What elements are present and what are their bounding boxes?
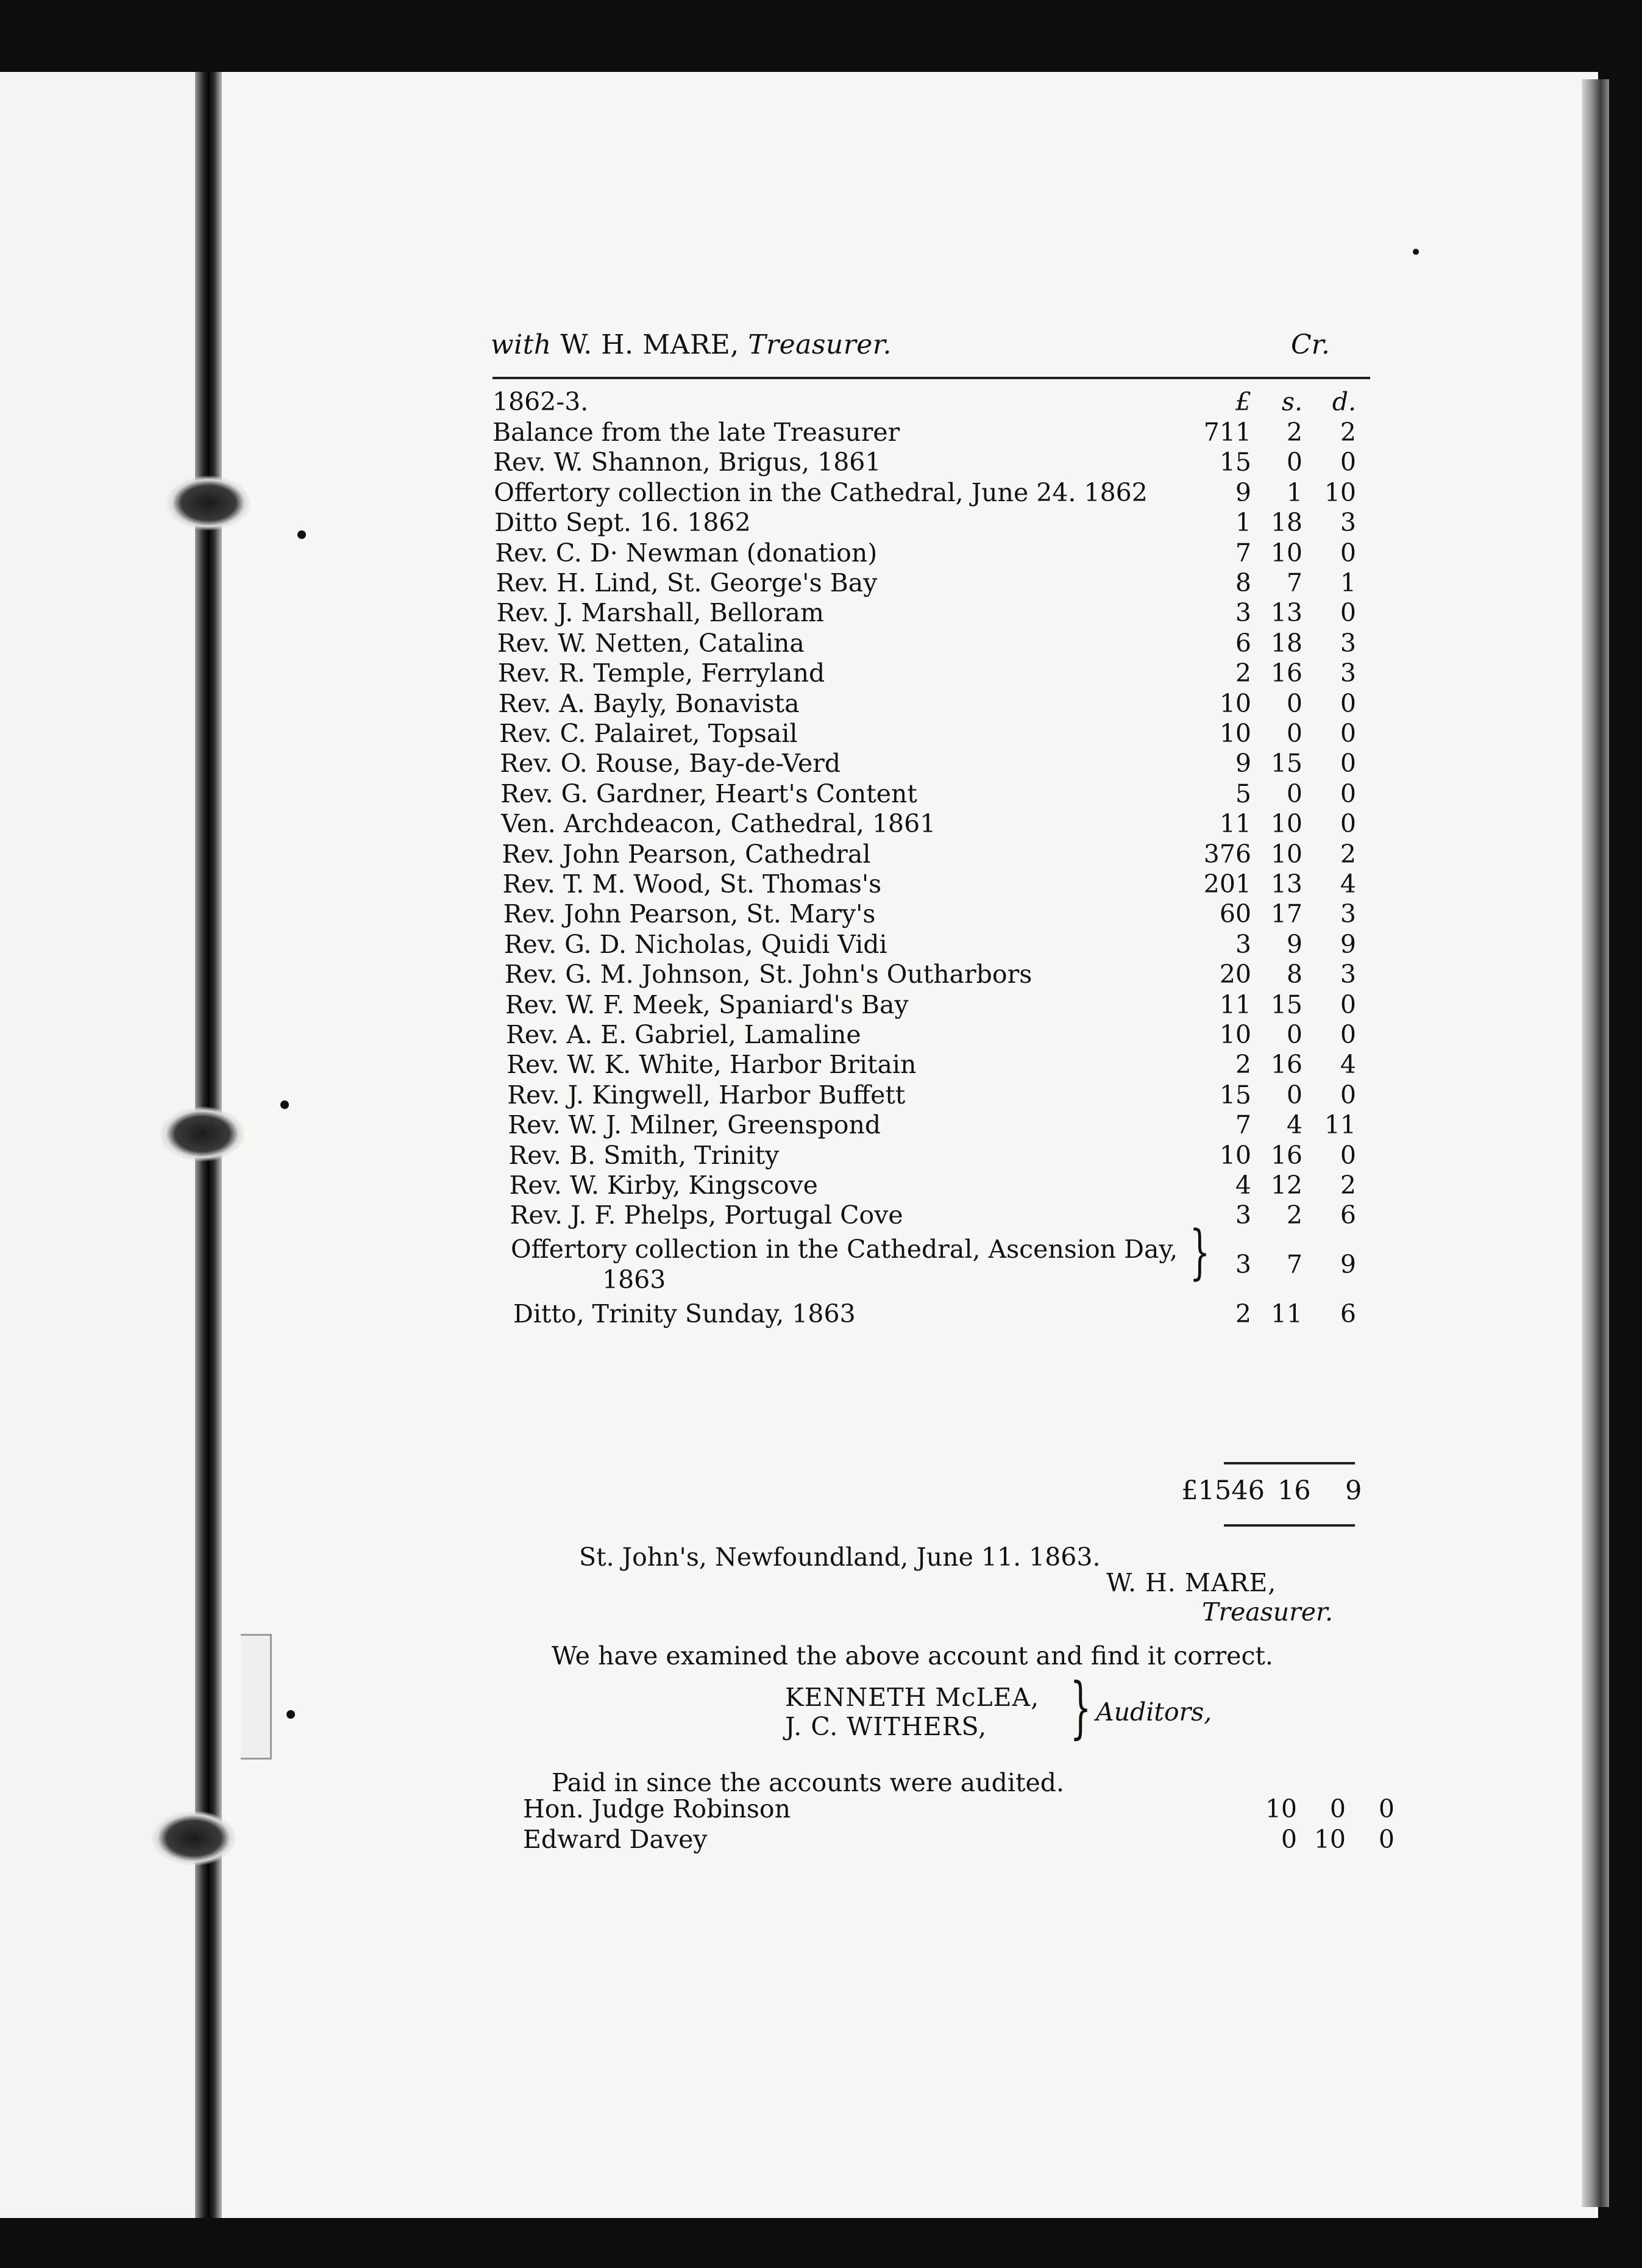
ledger-row-trinity — [492, 1299, 1370, 1329]
entry-pence: 0 — [1340, 779, 1356, 808]
entry-shillings: 0 — [1329, 1794, 1346, 1824]
binding-thread-knot — [160, 1107, 245, 1161]
entry-shillings: 17 — [1270, 899, 1303, 929]
entry-description: Rev. J. Marshall, Belloram — [496, 598, 824, 627]
shillings-header: s. — [1281, 387, 1303, 416]
credit-side-label: Cr. — [1291, 329, 1330, 360]
entry-pence: 0 — [1340, 1080, 1356, 1110]
late-payments-heading: Paid in since the accounts were audited. — [552, 1768, 1065, 1797]
ledger-row — [492, 1080, 1370, 1110]
entry-pence: 3 — [1340, 899, 1356, 929]
ledger-row — [492, 929, 1370, 960]
entry-pounds: 10 — [1219, 1020, 1251, 1049]
entry-pounds: 6 — [1235, 629, 1251, 658]
brace-symbol: } — [1189, 1218, 1210, 1286]
entry-pounds: 7 — [1235, 1110, 1251, 1139]
entry-description: Rev. C. Palairet, Topsail — [499, 719, 798, 748]
entry-description: Rev. John Pearson, St. Mary's — [503, 899, 876, 929]
total-rule-top — [1224, 1462, 1355, 1464]
auditor-name: J. C. WITHERS, — [785, 1712, 987, 1741]
entry-pence: 9 — [1340, 930, 1356, 959]
ink-speck — [297, 530, 306, 539]
ledger-row — [492, 869, 1370, 899]
entry-description: Ditto, Trinity Sunday, 1863 — [513, 1299, 856, 1328]
entry-pounds: 3 — [1235, 598, 1251, 627]
entry-shillings: 0 — [1286, 779, 1303, 808]
entry-description: Rev. W. Shannon, Brigus, 1861 — [493, 448, 881, 477]
ledger-row — [492, 538, 1370, 568]
ledger-row — [492, 658, 1370, 688]
entry-shillings: 0 — [1286, 448, 1303, 477]
column-header-row — [492, 387, 1370, 417]
treasurer-signature-name: W. H. MARE, — [1106, 1568, 1277, 1597]
total-pence: 9 — [1345, 1475, 1362, 1506]
ledger-row — [492, 899, 1370, 929]
entry-pounds: 201 — [1203, 869, 1251, 899]
entry-pounds: 10 — [1219, 1141, 1251, 1170]
entry-pence: 2 — [1340, 418, 1356, 447]
entry-pence: 0 — [1340, 1141, 1356, 1170]
entry-pence: 0 — [1378, 1794, 1395, 1824]
entry-description: Offertory collection in the Cathedral, June 24. 1862 — [494, 478, 1148, 507]
entry-pounds: 0 — [1281, 1825, 1297, 1854]
pence-header: d. — [1332, 387, 1356, 416]
entry-pence: 0 — [1340, 990, 1356, 1019]
ledger-row — [492, 628, 1370, 658]
late-payment-row — [523, 1794, 1395, 1824]
entry-pence: 3 — [1340, 629, 1356, 658]
pounds-header: £ — [1235, 387, 1251, 416]
entry-shillings: 0 — [1286, 689, 1303, 718]
ledger-row — [492, 1019, 1370, 1050]
entry-pounds: 3 — [1235, 1200, 1251, 1230]
ledger-row-ascension — [492, 1218, 1370, 1295]
entry-pounds: 10 — [1265, 1794, 1297, 1824]
entry-shillings: 15 — [1270, 749, 1303, 778]
entry-description: Rev. A. E. Gabriel, Lamaline — [506, 1020, 861, 1049]
entry-pounds: 9 — [1235, 749, 1251, 778]
entry-description: Rev. H. Lind, St. George's Bay — [496, 568, 878, 597]
entry-shillings: 0 — [1286, 1020, 1303, 1049]
entry-pounds: 10 — [1219, 689, 1251, 718]
entry-description: Rev. W. F. Meek, Spaniard's Bay — [505, 990, 909, 1019]
ledger-row — [492, 748, 1370, 779]
entry-pence: 6 — [1340, 1200, 1356, 1230]
entry-shillings: 1 — [1286, 478, 1303, 507]
entry-pence: 4 — [1340, 869, 1356, 899]
entry-description: Rev. J. F. Phelps, Portugal Cove — [510, 1200, 903, 1230]
entry-shillings: 12 — [1270, 1171, 1303, 1200]
ledger-row — [492, 839, 1370, 869]
auditors-label: Auditors, — [1096, 1697, 1212, 1727]
entry-description: Rev. J. Kingwell, Harbor Buffett — [507, 1080, 906, 1110]
entry-shillings: 2 — [1286, 1200, 1303, 1230]
entry-pence: 3 — [1340, 960, 1356, 989]
entry-description: Rev. W. J. Milner, Greenspond — [508, 1110, 881, 1139]
entry-shillings: 0 — [1286, 719, 1303, 748]
entry-shillings: 10 — [1313, 1825, 1346, 1854]
entry-pence: 0 — [1340, 538, 1356, 568]
ink-speck — [286, 1710, 295, 1719]
entry-description: Ven. Archdeacon, Cathedral, 1861 — [501, 809, 936, 838]
ledger-row — [492, 808, 1370, 839]
total-rule-bottom — [1224, 1524, 1355, 1527]
ledger-row — [492, 1110, 1370, 1140]
entry-shillings: 16 — [1270, 1050, 1303, 1079]
entry-pounds: 8 — [1235, 568, 1251, 597]
entry-pence: 1 — [1340, 568, 1356, 597]
entry-shillings: 13 — [1270, 598, 1303, 627]
entry-shillings: 0 — [1286, 1080, 1303, 1110]
ledger-row — [492, 507, 1370, 538]
entry-pounds: 11 — [1219, 809, 1251, 838]
entry-shillings: 16 — [1270, 658, 1303, 688]
entry-pounds: 10 — [1219, 719, 1251, 748]
ink-speck — [280, 1100, 289, 1109]
entry-shillings: 4 — [1286, 1110, 1303, 1139]
entry-pounds: 11 — [1219, 990, 1251, 1019]
entry-pounds: 3 — [1235, 1250, 1251, 1279]
entry-shillings: 10 — [1270, 840, 1303, 869]
binding-thread-knot — [151, 1811, 236, 1866]
entry-description: Offertory collection in the Cathedral, Ascension Day, — [511, 1235, 1178, 1264]
entry-pounds: 711 — [1203, 418, 1251, 447]
entry-shillings: 7 — [1286, 568, 1303, 597]
binding-thread-knot — [166, 476, 251, 530]
entry-pence: 10 — [1324, 478, 1356, 507]
ink-speck — [1413, 249, 1419, 255]
audit-statement: We have examined the above account and find it correct. — [552, 1641, 1273, 1671]
brace-symbol: } — [1070, 1668, 1092, 1746]
entry-pounds: 1 — [1235, 508, 1251, 537]
ledger-row — [492, 688, 1370, 719]
entry-shillings: 13 — [1270, 869, 1303, 899]
entry-pence: 11 — [1324, 1110, 1356, 1139]
entry-pence: 6 — [1340, 1299, 1356, 1328]
page-tear — [241, 1634, 272, 1760]
entry-pounds: 20 — [1219, 960, 1251, 989]
entry-description: Rev. G. Gardner, Heart's Content — [500, 779, 917, 808]
entry-shillings: 10 — [1270, 809, 1303, 838]
treasurer-signature-title: Treasurer. — [1202, 1597, 1334, 1627]
account-header — [491, 329, 892, 360]
entry-pence: 0 — [1340, 749, 1356, 778]
auditor-name: KENNETH McLEA, — [785, 1683, 1040, 1712]
entry-description: Rev. C. D· Newman (donation) — [495, 538, 878, 568]
entry-pence: 0 — [1340, 719, 1356, 748]
entry-shillings: 11 — [1270, 1299, 1303, 1328]
entry-description: Hon. Judge Robinson — [523, 1794, 791, 1824]
entry-pence: 0 — [1340, 448, 1356, 477]
entry-shillings: 15 — [1270, 990, 1303, 1019]
entry-description: Rev. W. Netten, Catalina — [497, 629, 805, 658]
entry-pounds: 2 — [1235, 658, 1251, 688]
entry-shillings: 2 — [1286, 418, 1303, 447]
entry-pounds: 5 — [1235, 779, 1251, 808]
ledger-row — [492, 417, 1370, 448]
ledger-row — [492, 1200, 1370, 1230]
entry-pence: 0 — [1340, 598, 1356, 627]
total-shillings: 16 — [1277, 1475, 1311, 1506]
entry-description: Rev. R. Temple, Ferryland — [497, 658, 825, 688]
grand-total — [1176, 1475, 1362, 1506]
entry-description: Rev. T. M. Wood, St. Thomas's — [502, 869, 882, 899]
place-and-date: St. John's, Newfoundland, June 11. 1863. — [579, 1542, 1101, 1572]
entry-pounds: 7 — [1235, 538, 1251, 568]
entry-shillings: 8 — [1286, 960, 1303, 989]
header-prefix: with — [491, 329, 552, 360]
ledger-row — [492, 597, 1370, 628]
entry-pounds: 2 — [1235, 1299, 1251, 1328]
entry-pounds: 15 — [1219, 448, 1251, 477]
entry-pence: 0 — [1340, 809, 1356, 838]
period-label: 1862-3. — [492, 387, 589, 416]
ledger-row — [492, 718, 1370, 749]
entry-description-continuation: 1863 — [602, 1265, 666, 1294]
ledger-row — [492, 990, 1370, 1020]
entry-shillings: 7 — [1286, 1250, 1303, 1279]
entry-description: Edward Davey — [523, 1825, 708, 1854]
entry-shillings: 10 — [1270, 538, 1303, 568]
ledger-row — [492, 959, 1370, 990]
total-pounds: £1546 — [1181, 1475, 1265, 1506]
header-treasurer-name: W. H. MARE, — [560, 329, 739, 360]
entry-description: Rev. W. Kirby, Kingscove — [509, 1171, 818, 1200]
entry-description: Rev. O. Rouse, Bay-de-Verd — [500, 749, 841, 778]
entry-pence: 0 — [1340, 689, 1356, 718]
entry-pounds: 376 — [1203, 840, 1251, 869]
entry-pence: 9 — [1340, 1250, 1356, 1279]
entry-description: Rev. G. M. Johnson, St. John's Outharbors — [504, 960, 1032, 989]
ledger-row — [492, 1170, 1370, 1200]
entry-pounds: 2 — [1235, 1050, 1251, 1079]
entry-description: Rev. B. Smith, Trinity — [508, 1141, 780, 1170]
entry-pence: 3 — [1340, 658, 1356, 688]
entry-pounds: 9 — [1235, 478, 1251, 507]
page-edge — [1582, 79, 1609, 2207]
entry-pounds: 4 — [1235, 1171, 1251, 1200]
ledger-row — [492, 447, 1370, 477]
ledger-row — [492, 477, 1370, 508]
ledger-row — [492, 568, 1370, 598]
header-rule — [492, 377, 1370, 379]
entry-shillings: 16 — [1270, 1141, 1303, 1170]
entry-pence: 0 — [1340, 1020, 1356, 1049]
header-treasurer-title: Treasurer. — [748, 329, 892, 360]
late-payment-row — [523, 1824, 1395, 1855]
entry-pence: 2 — [1340, 840, 1356, 869]
entry-pence: 0 — [1378, 1825, 1395, 1854]
ledger-row — [492, 779, 1370, 809]
entry-pence: 2 — [1340, 1171, 1356, 1200]
entry-pence: 3 — [1340, 508, 1356, 537]
entry-description: Rev. W. K. White, Harbor Britain — [506, 1050, 917, 1079]
entry-shillings: 9 — [1286, 930, 1303, 959]
entry-pence: 4 — [1340, 1050, 1356, 1079]
entry-description: Rev. G. D. Nicholas, Quidi Vidi — [503, 930, 887, 959]
entry-description: Rev. A. Bayly, Bonavista — [498, 689, 800, 718]
entry-pounds: 15 — [1219, 1080, 1251, 1110]
entry-pounds: 60 — [1219, 899, 1251, 929]
entry-description: Ditto Sept. 16. 1862 — [494, 508, 751, 537]
entry-description: Rev. John Pearson, Cathedral — [502, 840, 871, 869]
entry-shillings: 18 — [1270, 629, 1303, 658]
entry-description: Balance from the late Treasurer — [492, 418, 900, 447]
ledger-row — [492, 1140, 1370, 1171]
ledger-row — [492, 1049, 1370, 1080]
entry-pounds: 3 — [1235, 930, 1251, 959]
entry-shillings: 18 — [1270, 508, 1303, 537]
